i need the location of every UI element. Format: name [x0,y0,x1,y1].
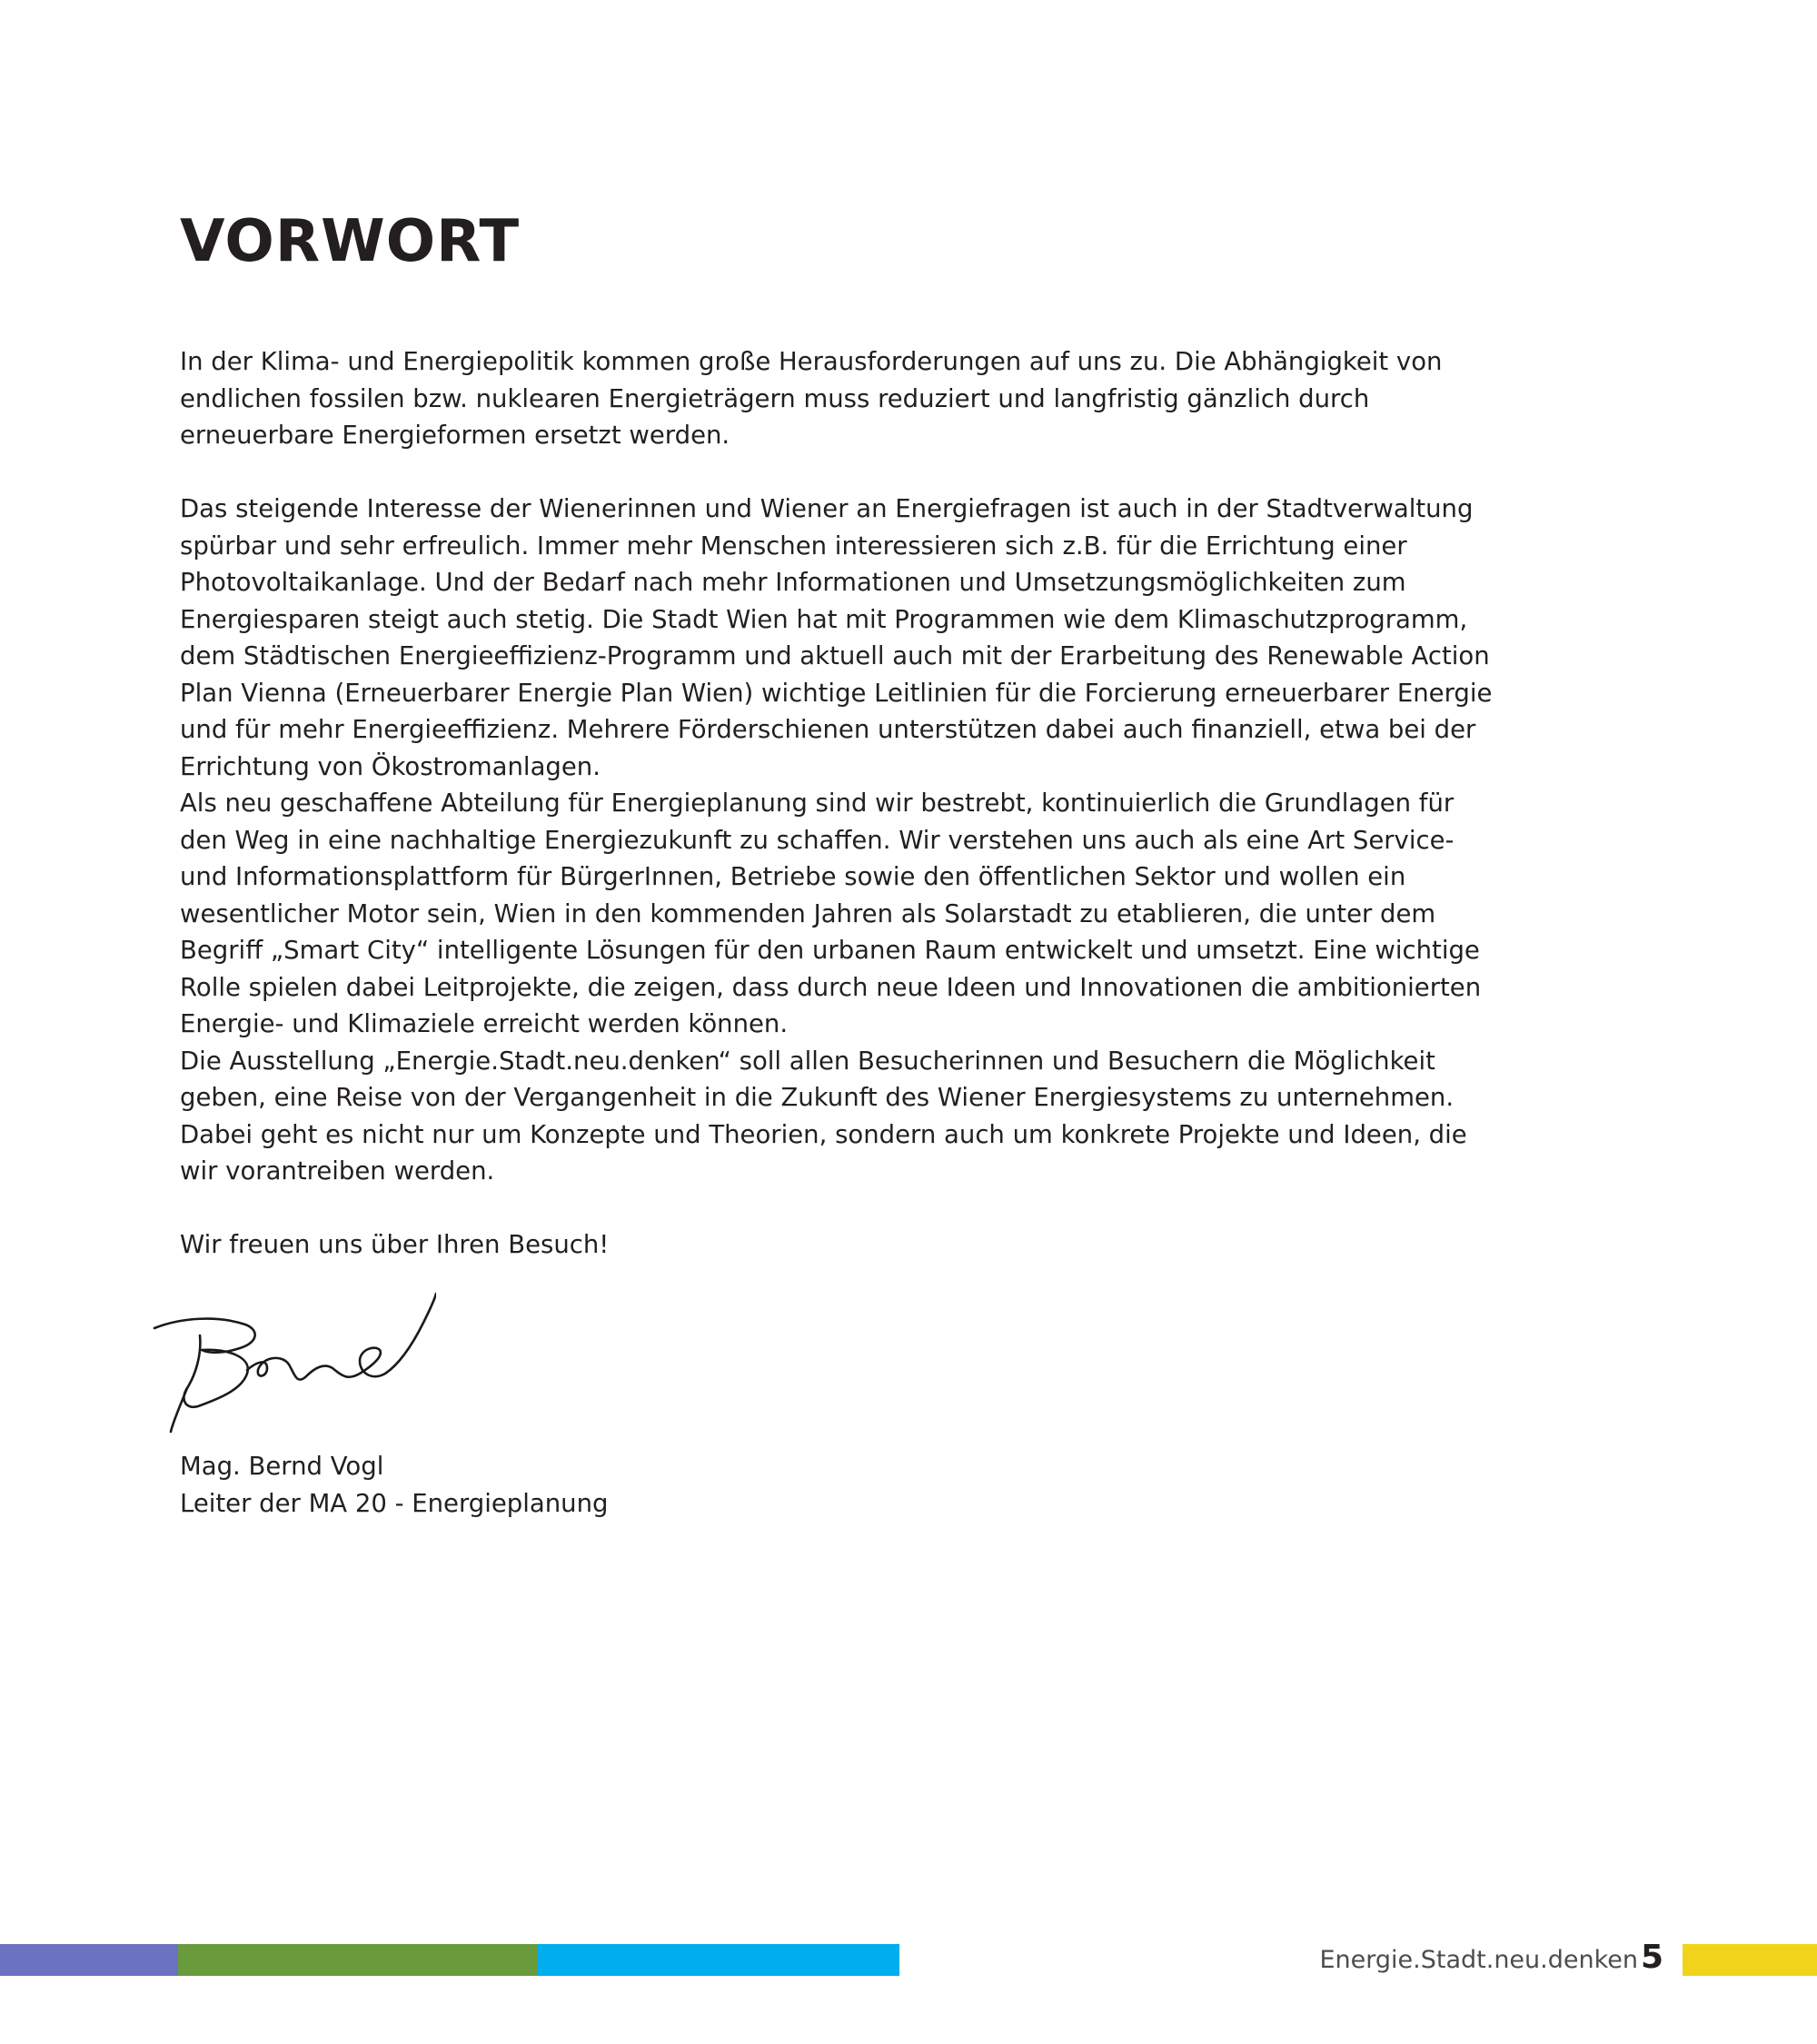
page-number: 5 [1641,1939,1664,1976]
paragraph-interest: Das steigende Interesse der Wienerinnen und Wiener an Energiefragen ist auch in der Stadtverwaltung spürbar und sehr erfreulich. Immer mehr Menschen interessieren sich z.B. für die Errichtung einer Photovoltaikanlage. Und der Bedarf nach mehr Informationen und Umsetzungsmöglichkeiten zum Energiesparen steigt auch stetig. Die Stadt Wien hat mit Programmen wie dem Klimaschutzprogramm, dem Städtischen Energieeffizienz-Programm und aktuell auch mit der Erarbeitung des Renewable Action Plan Vienna (Erneuerbarer Energie Plan Wien) wichtige Leitlinien für die Forcierung erneuerbarer Energie und für mehr Energieeffizienz. Mehrere Förderschienen unterstützen dabei auch finanziell, etwa bei der Errichtung von Ökostromanlagen. [180,494,1493,781]
footer-bar-blue [538,1944,899,1976]
footer-bar-yellow [1683,1944,1817,1976]
paragraph-exhibition: Die Ausstellung „Energie.Stadt.neu.denken“ soll allen Besucherinnen und Besuchern die Möglichkeit geben, eine Reise von der Vergangenheit in die Zukunft des Wiener Energiesystems zu unternehmen. Dabei geht es nicht nur um Konzepte und Theorien, sondern auch um konkrete Projekte und Ideen, die wir vorantreiben werden. [180,1046,1467,1186]
footer-bar-purple [0,1944,178,1976]
footer-brand: Energie.Stadt.neu.denken [1319,1946,1638,1974]
signer-block [180,1448,609,1522]
closing-line: Wir freuen uns über Ihren Besuch! [180,1230,610,1259]
signer-name: Mag. Bernd Vogl [180,1452,384,1481]
signature-stroke-end [247,1294,436,1380]
body-text [180,343,1506,1264]
signature-stroke-b [154,1319,255,1407]
paragraph-intro: In der Klima- und Energiepolitik kommen große Herausforderungen auf uns zu. Die Abhängigkeit von endlichen fossilen bzw. nuklearen Energieträgern muss reduziert und langfristig gänzlich durch erneuerbare Energieformen ersetzt werden. [180,347,1443,450]
paragraph-department: Als neu geschaffene Abteilung für Energieplanung sind wir bestrebt, kontinuierlich die Grundlagen für den Weg in eine nachhaltige Energiezukunft zu schaffen. Wir verstehen uns auch als eine Art Service- und Informationsplattform für BürgerInnen, Betriebe sowie den öffentlichen Sektor und wollen ein wesentlicher Motor sein, Wien in den kommenden Jahren als Solarstadt zu etablieren, die unter dem Begriff „Smart City“ intelligente Lösungen für den urbanen Raum entwickelt und umsetzt. Eine wichtige Rolle spielen dabei Leitprojekte, die zeigen, dass durch neue Ideen und Innovationen die ambitionierten Energie- und Klimaziele erreicht werden können. [180,789,1482,1038]
signer-role: Leiter der MA 20 - Energieplanung [180,1488,609,1518]
signature-stroke-tail [171,1388,187,1432]
page-title: VORWORT [180,208,521,275]
footer-bar-green [178,1944,538,1976]
signature-image [145,1290,436,1435]
